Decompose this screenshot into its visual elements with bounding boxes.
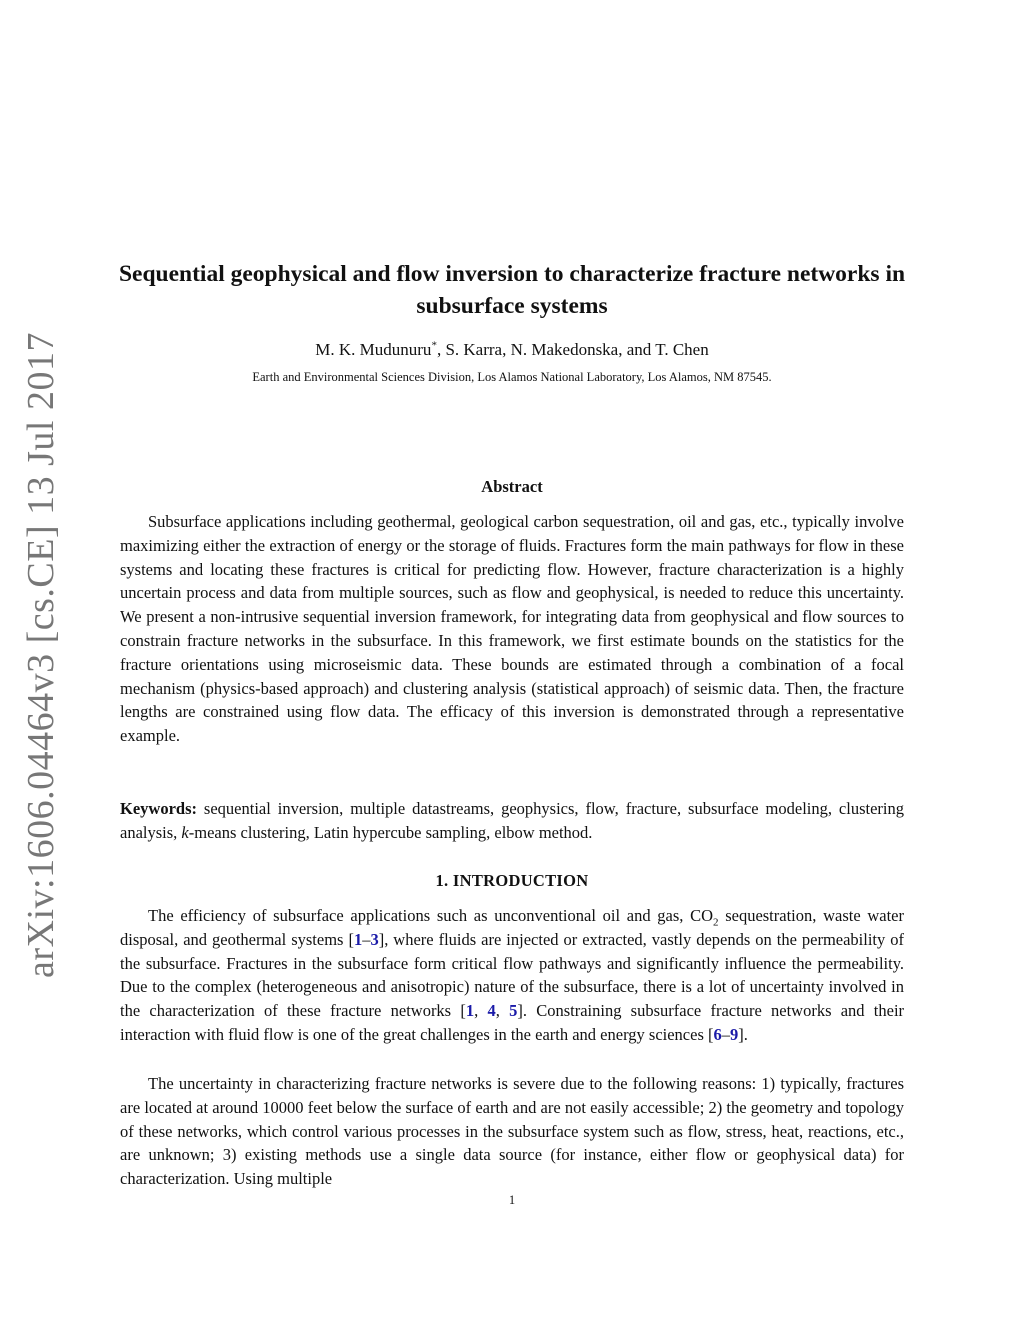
citation-link[interactable]: 6 [713, 1024, 722, 1044]
intro-paragraph-1 [120, 904, 904, 1047]
citation-link[interactable]: 9 [729, 1024, 739, 1044]
keywords-text-a: sequential inversion, multiple datastreams, geophysics, flow, fracture, subsurface modeling, clustering analysis, [120, 799, 904, 842]
intro-paragraph-2: The uncertainty in characterizing fracture networks is severe due to the following reasons: 1) typically, fractures are located at around 10000 feet below the surface of earth and are not easily accessible; 2) the geometry and topology of these networks, which control various processes in the subsurface system such as flow, stress, heat, reactions, etc., are unknown; 3) existing methods use a single data source (for instance, either flow or geophysical data) for characterization. Using multiple [120, 1074, 904, 1189]
author-first: M. K. Mudunuru [315, 340, 432, 359]
co2-subscript: 2 [713, 916, 719, 929]
citation-link[interactable]: 1 [465, 1001, 475, 1021]
author-rest: , S. Karra, N. Makedonska, and T. Chen [436, 340, 709, 359]
intro-p1-text-3: ], where fluids are injected or extracted, vastly depends on the permeability of the subsurface. Fractures in the subsurface form critical flow pathways and significantly influence the permeability. Due to the complex (heterogeneous and anisotropic) nature of the subsurface, there is a lot of uncertainty involved in the characterization of these fracture networks [ [120, 929, 904, 1021]
abstract-body: Subsurface applications including geothermal, geological carbon sequestration, oil and gas, etc., typically involve maximizing either the extraction of energy or the storage of fluids. Fractures form the main pathways for flow in these systems and locating these fractures is critical for predicting flow. However, fracture characterization is a highly uncertain process and data from multiple sources, such as flow and geophysical, is needed to reduce this uncertainty. We present a non-intrusive sequential inversion framework, for integrating data from geophysical and flow sources to constrain fracture networks in the subsurface. In this framework, we first estimate bounds on the statistics for the fracture orientations using microseismic data. These bounds are estimated through a combination of a focal mechanism (physics-based approach) and clustering analysis (statistical approach) of seismic data. Then, the fracture lengths are constrained using flow data. The efficacy of this inversion is demonstrated through a representative example. [120, 512, 904, 746]
intro-p1-text-4: ]. Constraining subsurface fracture networks and their interaction with fluid flow is one of the great challenges in the earth and energy sciences [ [120, 1001, 905, 1044]
author-list [110, 340, 914, 360]
corresponding-author-mark: * [431, 339, 437, 352]
page-number: 1 [508, 1193, 516, 1207]
keywords-label: Keywords: [120, 799, 197, 818]
keywords-k: k [181, 822, 189, 842]
intro-p1-text-1: The efficiency of subsurface applications such as unconventional oil and gas, CO [148, 906, 713, 925]
intro-p1-text-2: sequestration, waste water disposal, and geothermal systems [ [120, 906, 904, 949]
keywords [120, 797, 904, 845]
intro-p1-text-5: ]. [738, 1024, 748, 1044]
citation-dash: – [362, 929, 371, 949]
section-heading-introduction: 1. INTRODUCTION [435, 871, 589, 890]
keywords-text-b: -means clustering, Latin hypercube sampling, elbow method. [188, 822, 593, 842]
arxiv-side-stamp [12, 332, 70, 978]
arxiv-identifier: arXiv:1606.04464v3 [cs.CE] 13 Jul 2017 [20, 332, 63, 978]
affiliation: Earth and Environmental Sciences Division, Los Alamos National Laboratory, Los Alamos, NM 87545. [252, 370, 772, 384]
abstract-heading: Abstract [481, 477, 543, 496]
citation-link[interactable]: 3 [370, 929, 379, 949]
citation-link[interactable]: 1 [353, 929, 363, 949]
citation-separator: , [495, 1001, 510, 1021]
paper-title: Sequential geophysical and flow inversion to characterize fracture networks in subsurface systems [118, 261, 906, 319]
citation-separator: , [474, 1001, 488, 1021]
citation-dash: – [721, 1024, 730, 1044]
citation-link[interactable]: 5 [509, 1001, 518, 1021]
citation-link[interactable]: 4 [487, 1001, 496, 1021]
